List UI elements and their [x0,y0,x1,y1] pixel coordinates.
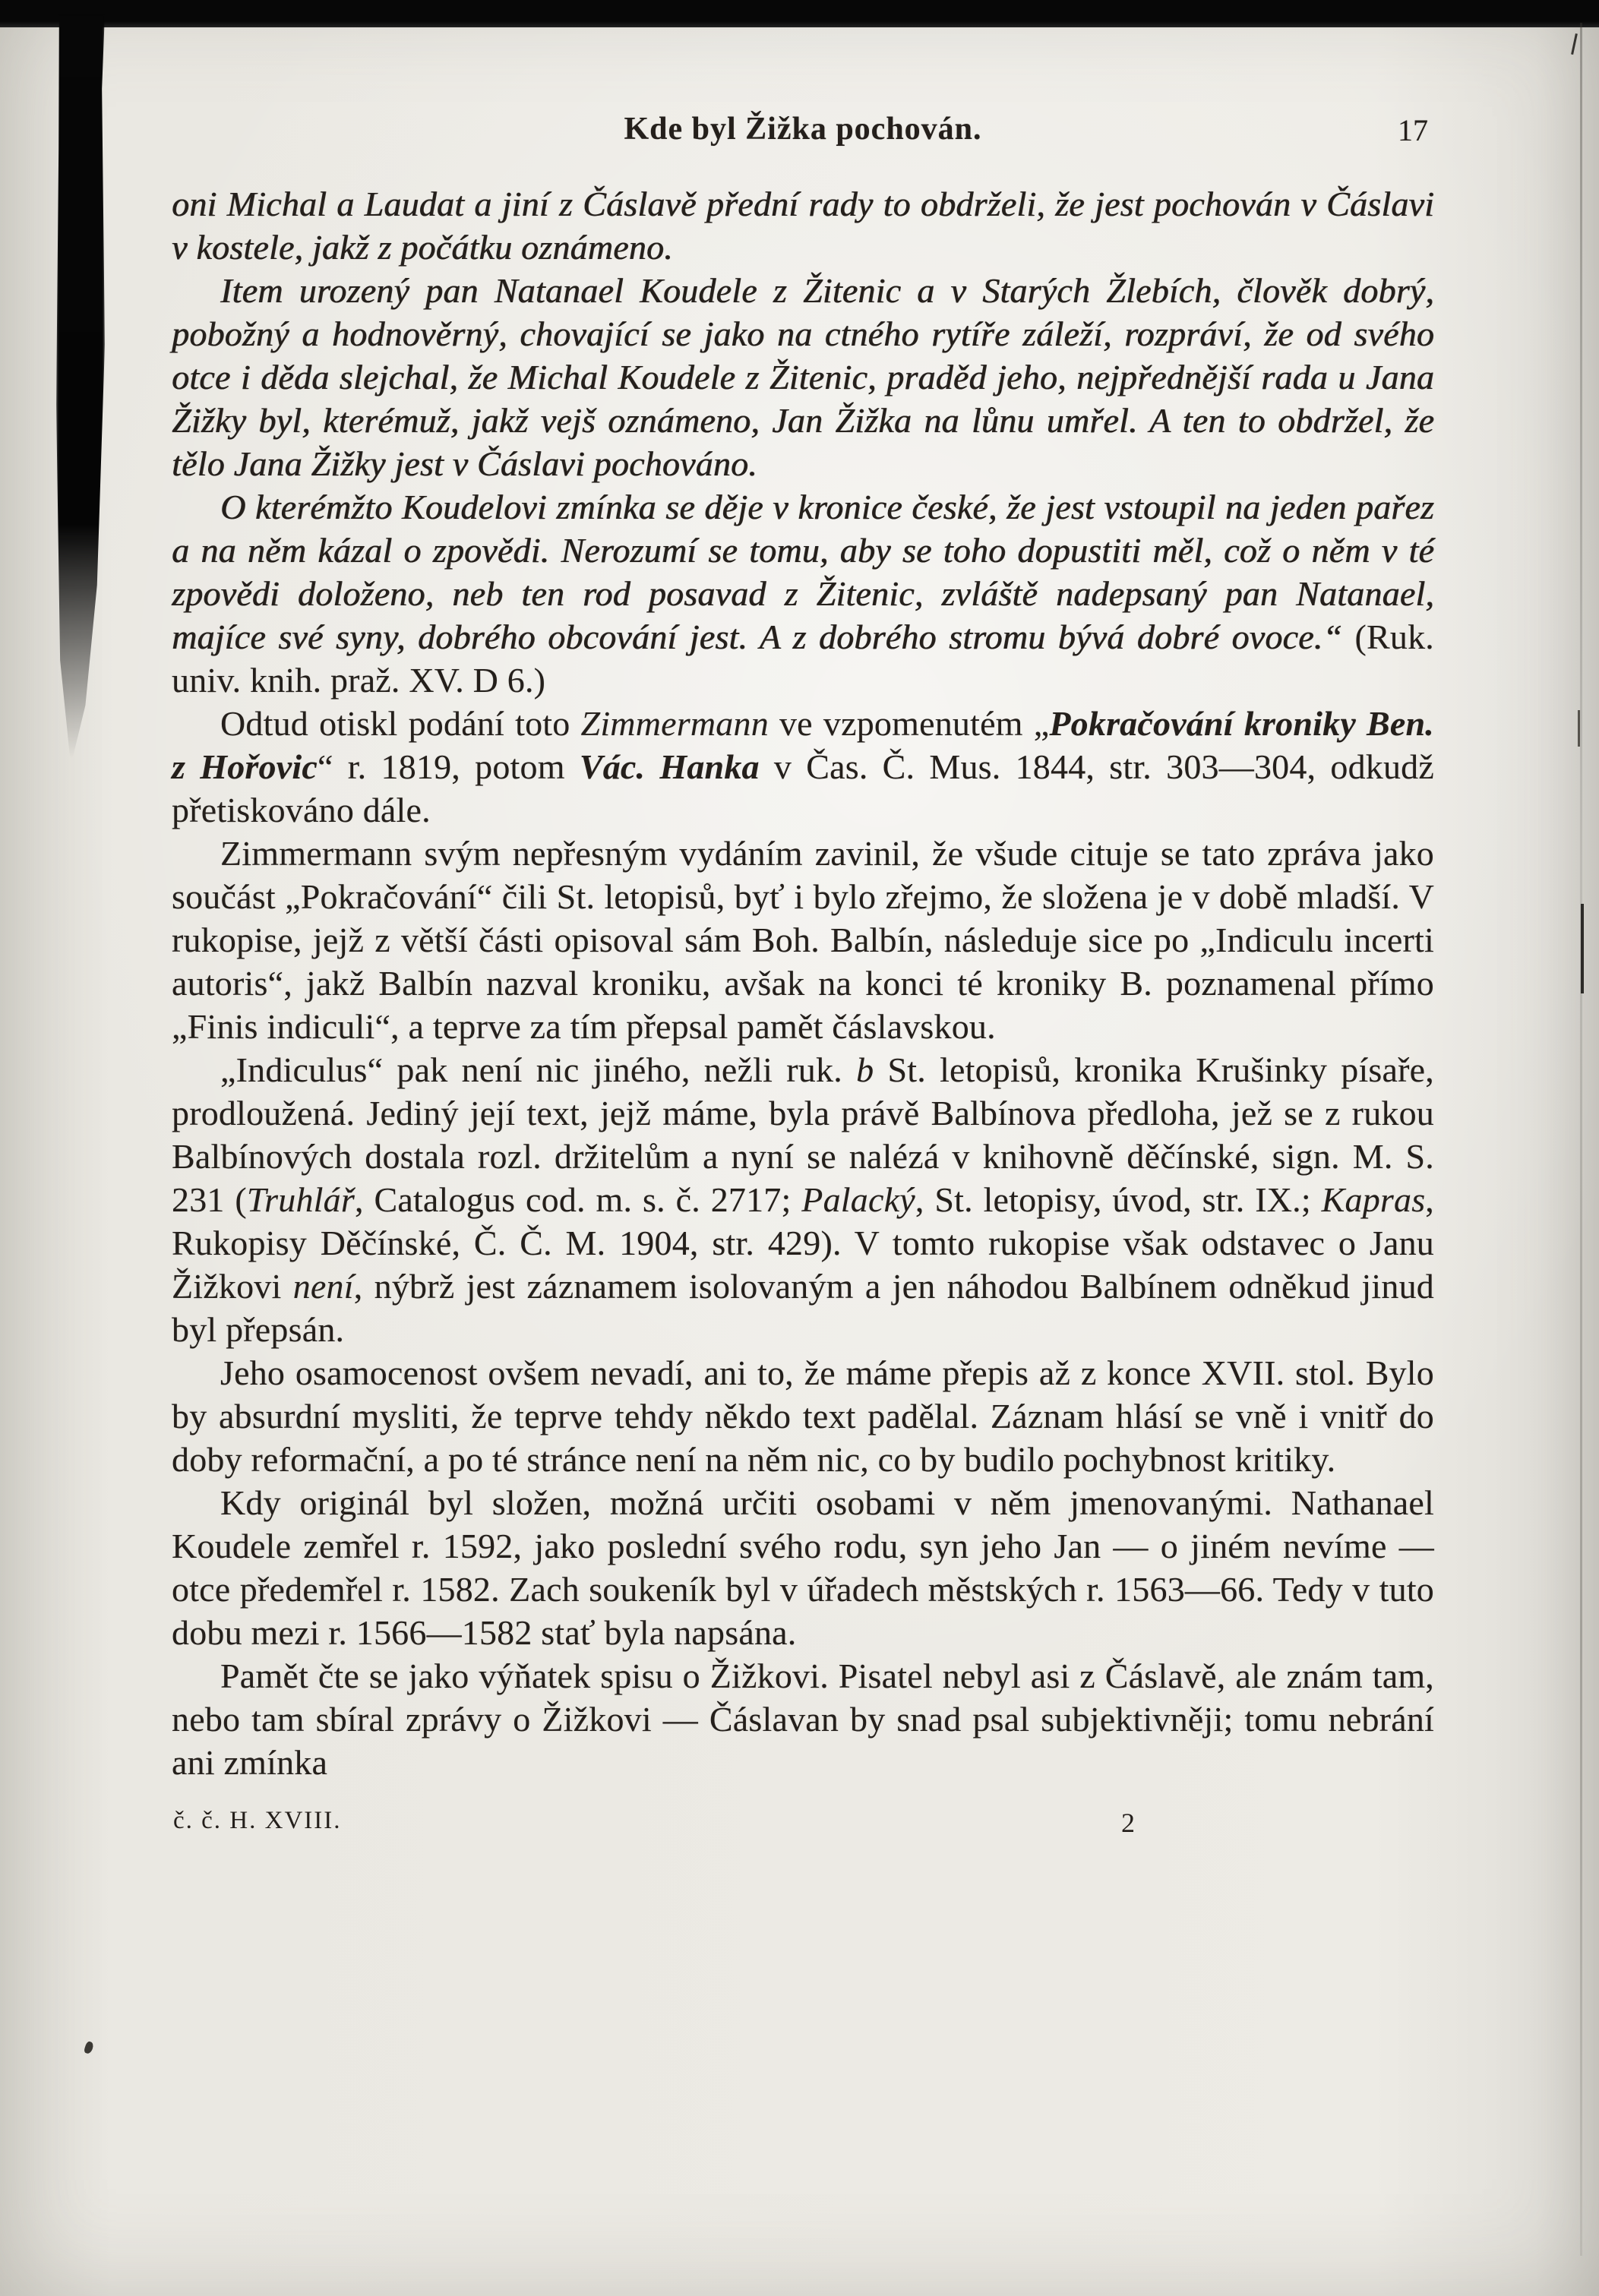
text-segment: oni Michal a Laudat a jiní z Čáslavě přední rady to obdrželi, že jest pochován v Čáslavi v kostele, jakž z počátku oznámeno. [172,185,1434,267]
text-segment: , nýbrž jest záznamem isolovaným a jen náhodou Balbínem odněkud jinud byl přepsán. [172,1267,1434,1349]
text-segment: , St. letopisy, úvod, str. IX.; [915,1180,1322,1219]
running-title: Kde byl Žižka pochován. [624,112,982,147]
text-segment: Zimmermann [580,704,769,743]
page-header [172,111,1434,156]
text-segment: Pamět čte se jako výňatek spisu o Žižkovi. Pisatel nebyl asi z Čáslavě, ale znám tam, nebo tam sbíral zprávy o Žižkovi — Čáslavan by snad psal subjektivněji; tomu nebrání ani zmínka [172,1656,1434,1782]
page-footer [172,1807,1434,1845]
scan-artifact-spine-shadow [56,14,105,766]
scan-artifact-page-edge [1580,23,1582,2256]
scan-artifact-mark [1571,33,1578,55]
text-segment: Kdy originál byl složen, možná určiti osobami v něm jmenovanými. Nathanael Koudele zemřel r. 1592, jako poslední svého rodu, syn jeho Jan — o jiném nevíme — otce předemřel r. 1582. Zach soukeník byl v úřadech městských r. 1563—66. Tedy v tuto dobu mezi r. 1566—1582 stať byla napsána. [172,1483,1434,1652]
text-segment: , Catalogus cod. m. s. č. 2717; [354,1180,802,1219]
journal-signature: č. č. H. XVIII. [173,1807,342,1834]
sheet-number: 2 [1121,1808,1135,1838]
text-segment: ve vzpomenutém „ [768,704,1050,743]
scan-artifact-top-bar [0,0,1599,27]
text-segment: Item urozený pan Natanael Koudele z Žitenic a v Starých Žlebích, člověk dobrý, pobožný a hodnověrný, chovající se jako na ctného rytíře záleží, rozpráví, že od svého otce i děda slejchal, že Michal Koudele z Žitenic, praděd jeho, nejpřednější rada u Jana Žižky byl, kterémuž, jakž vejš oznámeno, Jan Žižka na lůnu umřel. A ten to obdržel, že tělo Jana Žižky jest v Čáslavi pochováno. [172,271,1434,483]
paragraph [172,702,1434,832]
text-segment: Palacký [801,1180,915,1219]
body-paragraphs [172,182,1434,1784]
text-segment: Truhlář [246,1180,355,1219]
text-segment: Jeho osamocenost ovšem nevadí, ani to, že máme přepis až z konce XVII. stol. Bylo by absurdní mysliti, že teprve tehdy někdo text padělal. Záznam hlásí se vně i vnitř do doby reformační, a po té stránce není na něm nic, co by budilo pochybnost kritiky. [172,1353,1434,1479]
page-number: 17 [1398,113,1428,147]
page-content [172,111,1434,1845]
scan-artifact-mark [1581,904,1584,993]
text-segment: Odtud otiskl podání toto [220,704,581,743]
paragraph [172,1351,1434,1481]
text-segment: Vác. Hanka [579,747,760,786]
text-segment: Kapras [1321,1180,1426,1219]
paragraph [172,832,1434,1048]
text-segment: (Ruk. univ. knih. praž. XV. D 6.) [172,617,1435,700]
text-segment: O kterémžto Koudelovi zmínka se děje v kronice české, že jest vstoupil na jeden pařez a na něm kázal o zpovědi. Nerozumí se tomu, aby se toho dopustiti měl, což o něm v té zpovědi doloženo, neb ten rod posavad z Žitenic, zvláště nadepsaný pan Natanael, majíce své syny, dobrého obcování jest. A z dobrého stromu bývá dobré ovoce.“ [172,488,1434,656]
text-segment: “ r. 1819, potom [317,747,580,786]
paragraph [172,1481,1434,1654]
text-segment: v Čas. Č. Mus. 1844, str. 303—304, odkudž přetiskováno dále. [172,747,1434,829]
text-segment: b [856,1050,874,1089]
text-segment: Zimmermann svým nepřesným vydáním zavinil, že všude cituje se tato zpráva jako součást „Pokračování“ čili St. letopisů, byť i bylo zřejmo, že složena je v době mladší. V rukopise, jejž z větší části opisoval sám Boh. Balbín, následuje sice po „Indiculu incerti autoris“, jakž Balbín nazval kroniku, avšak na konci té kroniky B. poznamenal přímo „Finis indiculi“, a teprve za tím přepsal pamět čáslavskou. [172,834,1434,1046]
paragraph [172,1048,1434,1351]
paragraph [172,269,1434,485]
paragraph [172,182,1434,269]
text-segment: „Indiculus“ pak není nic jiného, nežli ruk. [220,1050,857,1089]
scan-artifact-mark [1578,710,1580,747]
scan-artifact-speck [84,2041,94,2054]
text-segment: Pokračování kroniky Ben. z Hořovic [172,704,1435,786]
paragraph [172,1654,1434,1784]
paragraph [172,485,1434,702]
text-segment: , Rukopisy Děčínské, Č. Č. M. 1904, str. 429). V tomto rukopise však odstavec o Janu Žižkovi [172,1180,1434,1306]
text-segment: není [292,1267,354,1306]
text-segment: St. letopisů, kronika Krušinky písaře, prodloužená. Jediný její text, jejž máme, byla právě Balbínova předloha, jež se z rukou Balbínových dostala rozl. držitelům a nyní se nalézá v knihovně děčínské, sign. M. S. 231 ( [172,1050,1434,1219]
